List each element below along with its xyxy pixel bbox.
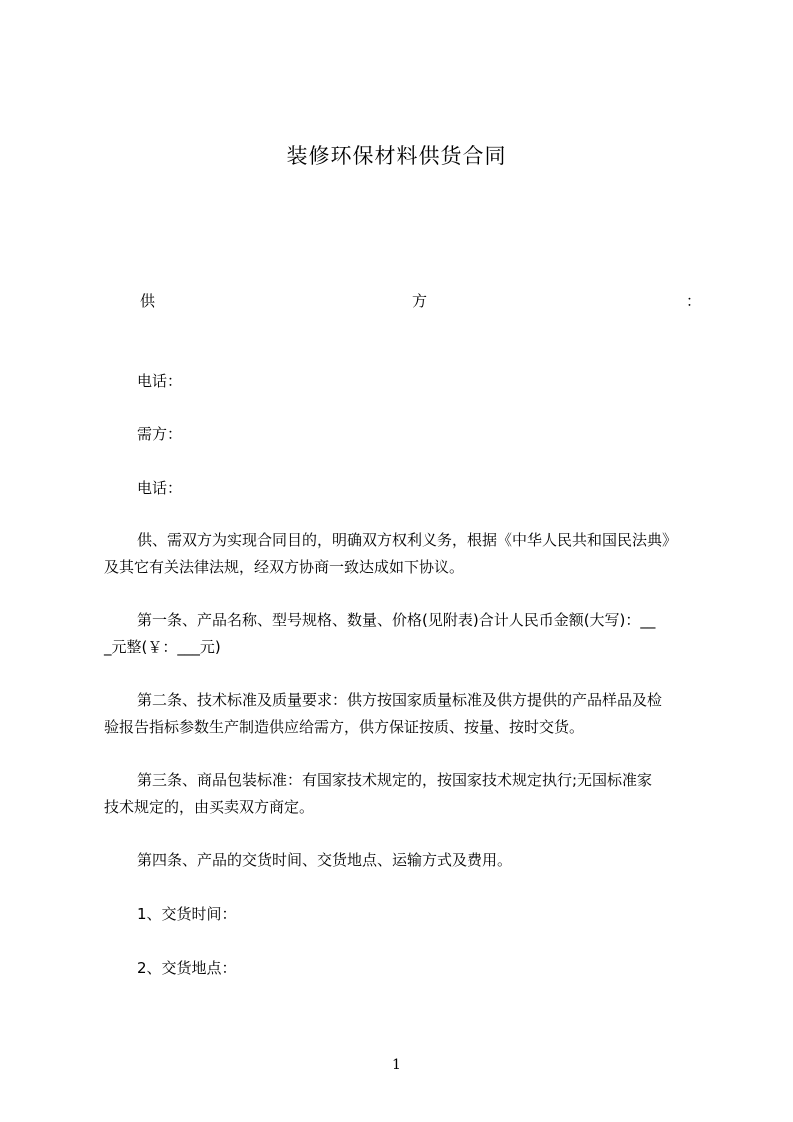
article-4: 第四条、产品的交货时间、交货地点、运输方式及费用。: [137, 851, 513, 869]
buyer-label: 需方：: [137, 425, 183, 443]
document-title: 装修环保材料供货合同: [286, 144, 507, 168]
buyer-phone: 电话：: [137, 479, 183, 497]
intro-line-1: 供、需双方为实现合同目的，明确双方权利义务，根据《中华人民共和国民法典》: [137, 531, 678, 549]
supplier-label-part1: 供: [140, 292, 156, 310]
intro-paragraph: [104, 527, 704, 581]
article-2-line-2: 验报告指标参数生产制造供应给需方，供方保证按质、按量、按时交货。: [104, 718, 585, 736]
supplier-line: [137, 288, 702, 314]
article-1-line-2: _元整(￥：___元): [104, 638, 221, 656]
supplier-phone: 电话：: [137, 372, 183, 390]
article-3-line-2: 技术规定的，由买卖双方商定。: [104, 798, 315, 816]
supplier-label-colon: ：: [686, 292, 702, 310]
article-1: [104, 607, 704, 661]
article-2-line-1: 第二条、技术标准及质量要求：供方按国家质量标准及供方提供的产品样品及检: [137, 691, 663, 709]
article-3: [104, 767, 704, 821]
article-2: [104, 687, 704, 741]
article-3-line-1: 第三条、商品包装标准：有国家技术规定的，按国家技术规定执行;无国标准家: [137, 771, 653, 789]
item-2-delivery-place: 2、交货地点：: [137, 959, 237, 977]
intro-line-2: 及其它有关法律法规，经双方协商一致达成如下协议。: [104, 558, 465, 576]
supplier-label-part2: 方: [412, 292, 428, 310]
page-number: 1: [392, 1057, 401, 1073]
article-1-line-1: 第一条、产品名称、型号规格、数量、价格(见附表)合计人民币金额(大写)：__: [137, 611, 656, 629]
item-1-delivery-time: 1、交货时间：: [137, 905, 237, 923]
